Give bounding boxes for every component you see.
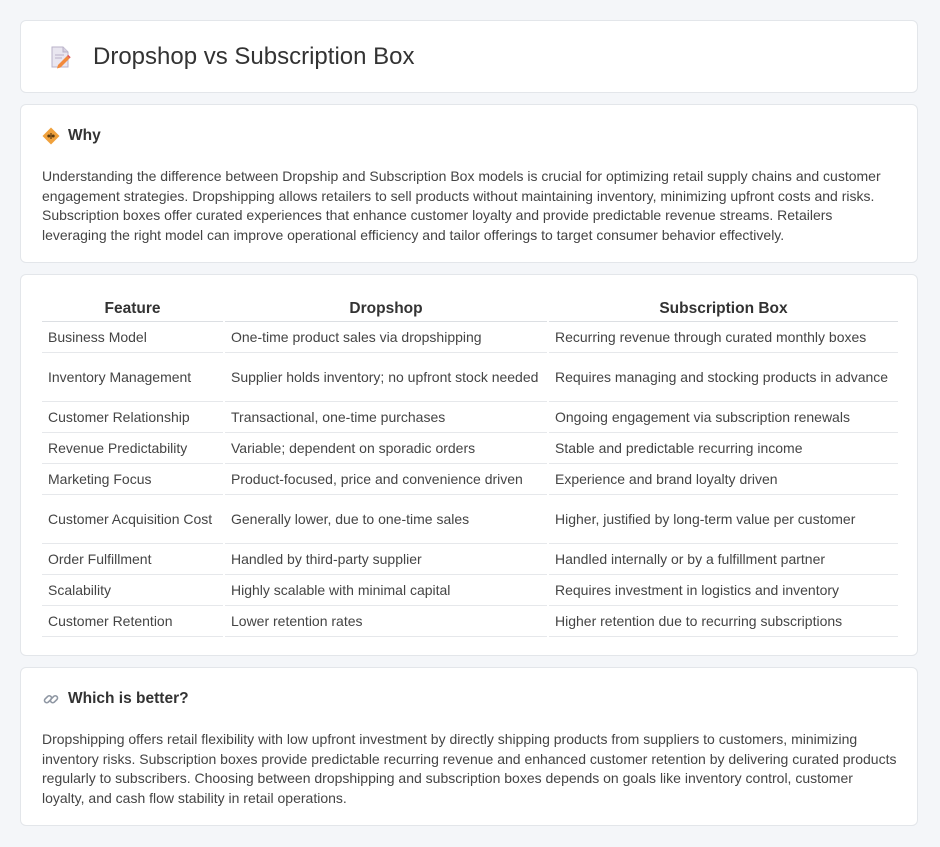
subscription-box-cell: Experience and brand loyalty driven	[548, 464, 898, 495]
feature-cell: Customer Retention	[42, 606, 224, 637]
feature-cell: Revenue Predictability	[42, 433, 224, 464]
subscription-box-cell: Requires managing and stocking products in advance	[548, 353, 898, 402]
column-header-subscription-box: Subscription Box	[548, 297, 898, 322]
feature-cell: Scalability	[42, 575, 224, 606]
table-header-row	[42, 297, 898, 322]
feature-cell: Customer Relationship	[42, 402, 224, 433]
subscription-box-cell: Stable and predictable recurring income	[548, 433, 898, 464]
page-title: Dropshop vs Subscription Box	[93, 43, 415, 70]
dropshop-cell: Transactional, one-time purchases	[224, 402, 548, 433]
table-row	[42, 402, 898, 433]
comparison-section	[20, 274, 918, 656]
subscription-box-cell: Ongoing engagement via subscription renewals	[548, 402, 898, 433]
dropshop-cell: Variable; dependent on sporadic orders	[224, 433, 548, 464]
comparison-table	[42, 297, 898, 637]
better-heading	[42, 690, 189, 708]
document-edit-icon	[47, 44, 73, 70]
better-body: Dropshipping offers retail flexibility with low upfront investment by directly shipping products from suppliers to customers, minimizing inventory risks. Subscription boxes provide predictable recurring revenue and enhanced customer retention by delivering curated products regularly to subscribers. Choosing between dropshipping and subscription boxes depends on goals like inventory control, customer loyalty, and cash flow stability in retail operations.	[42, 731, 897, 806]
feature-cell: Customer Acquisition Cost	[42, 495, 224, 544]
dropshop-cell: Product-focused, price and convenience driven	[224, 464, 548, 495]
dropshop-cell: Generally lower, due to one-time sales	[224, 495, 548, 544]
dropshop-cell: Highly scalable with minimal capital	[224, 575, 548, 606]
why-section	[20, 104, 918, 263]
dropshop-cell: One-time product sales via dropshipping	[224, 322, 548, 353]
which-is-better-section	[20, 667, 918, 826]
table-row	[42, 606, 898, 637]
subscription-box-cell: Requires investment in logistics and inventory	[548, 575, 898, 606]
dropshop-cell: Supplier holds inventory; no upfront stock needed	[224, 353, 548, 402]
why-title: Why	[68, 127, 101, 144]
why-heading	[42, 127, 101, 145]
feature-cell: Inventory Management	[42, 353, 224, 402]
diamond-sign-icon	[42, 127, 60, 145]
feature-cell: Business Model	[42, 322, 224, 353]
subscription-box-cell: Higher, justified by long-term value per customer	[548, 495, 898, 544]
link-icon	[42, 690, 60, 708]
table-row	[42, 495, 898, 544]
table-row	[42, 353, 898, 402]
title-row	[47, 43, 415, 71]
column-header-feature: Feature	[42, 297, 224, 322]
why-body: Understanding the difference between Dropship and Subscription Box models is crucial for optimizing retail supply chains and customer engagement strategies. Dropshipping allows retailers to sell products without maintaining inventory, minimizing upfront costs and risks. Subscription boxes offer curated experiences that enhance customer loyalty and provide predictable revenue streams. Retailers leveraging the right model can improve operational efficiency and tailor offerings to target consumer behavior effectively.	[42, 168, 881, 243]
subscription-box-cell: Higher retention due to recurring subscriptions	[548, 606, 898, 637]
subscription-box-cell: Recurring revenue through curated monthly boxes	[548, 322, 898, 353]
table-row	[42, 464, 898, 495]
column-header-dropshop: Dropshop	[224, 297, 548, 322]
subscription-box-cell: Handled internally or by a fulfillment partner	[548, 544, 898, 575]
feature-cell: Marketing Focus	[42, 464, 224, 495]
table-row	[42, 544, 898, 575]
dropshop-cell: Handled by third-party supplier	[224, 544, 548, 575]
table-row	[42, 433, 898, 464]
header-card	[20, 20, 918, 93]
table-row	[42, 575, 898, 606]
table-row	[42, 322, 898, 353]
better-title: Which is better?	[68, 690, 189, 707]
dropshop-cell: Lower retention rates	[224, 606, 548, 637]
feature-cell: Order Fulfillment	[42, 544, 224, 575]
